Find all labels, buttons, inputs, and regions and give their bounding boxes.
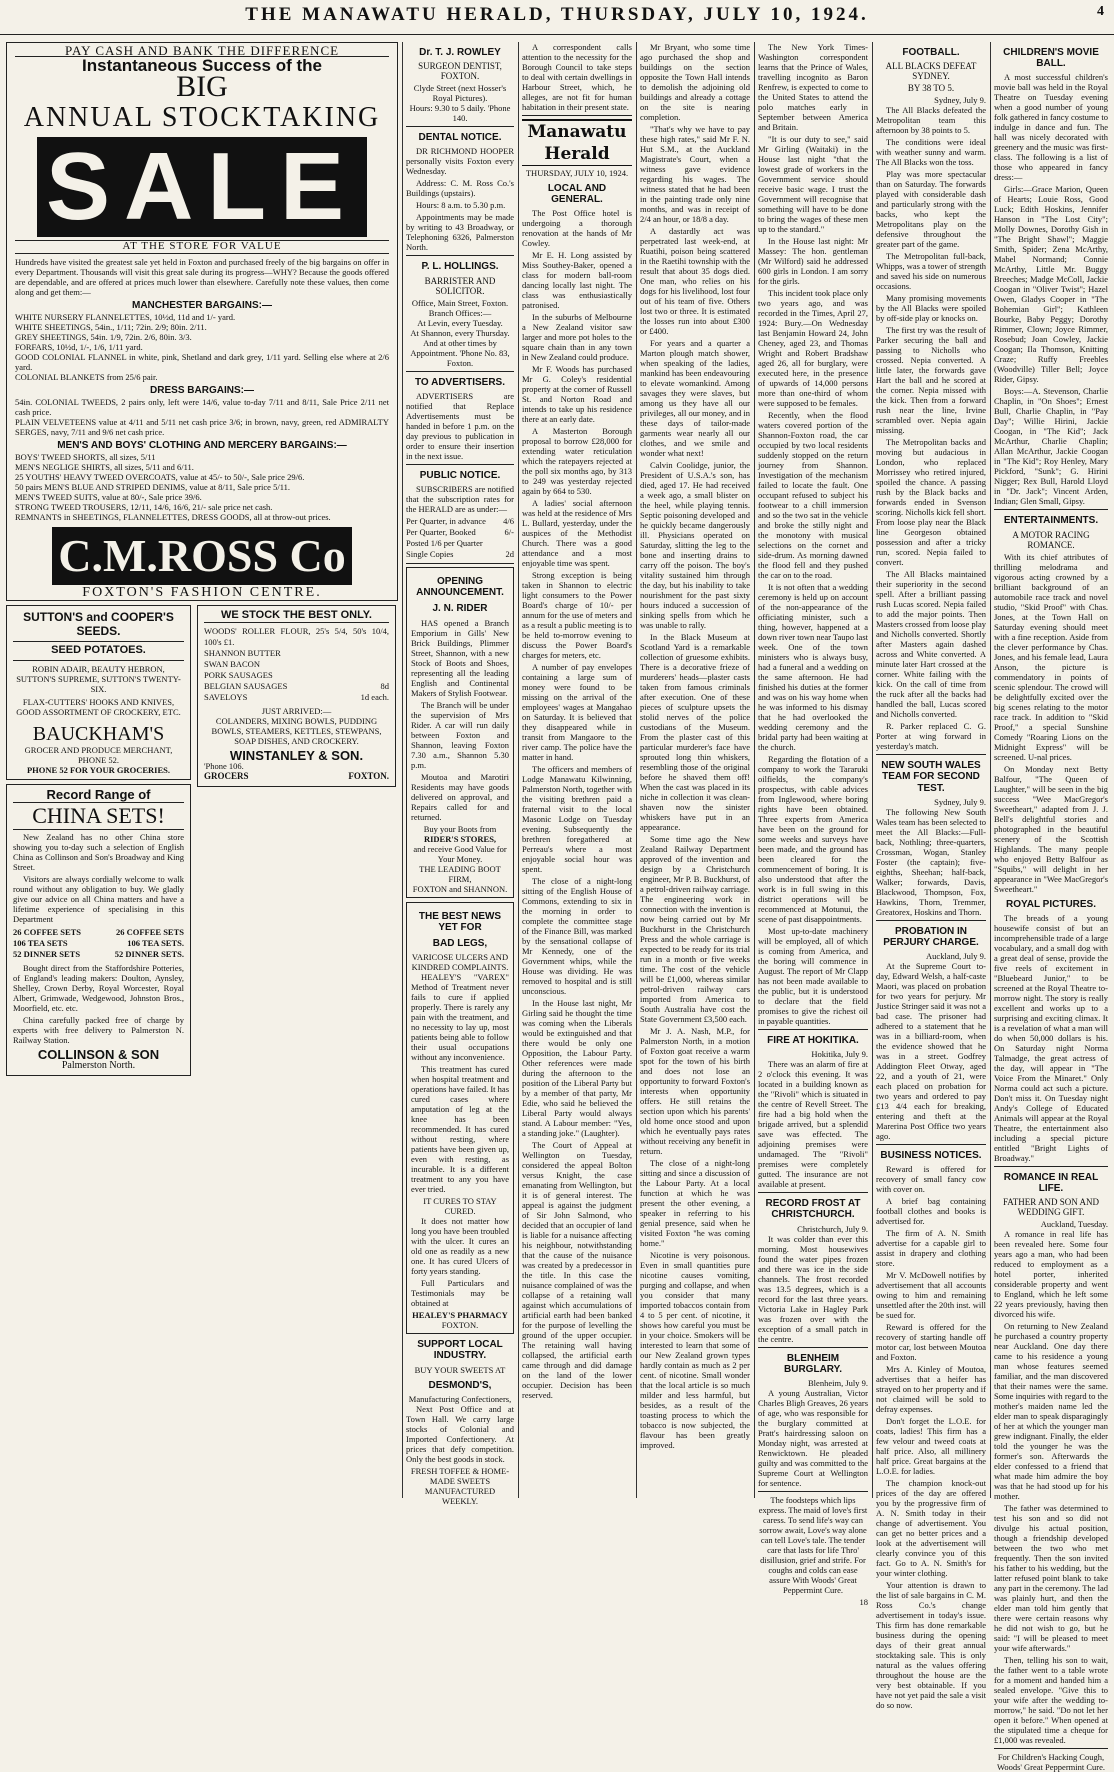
romance-paragraph: The father was determined to test his son and so did not divulge his actual position, though a friendship developed between the two who met frequently. Then the son invited his father to his wedding, but the latter refused point blank to take any part in the ceremony. The lad was plainly hurt, and then the elder man told him gently that there were certain reasons why he did not wish to go, but he said: "I will be pleased to meet your wife afterwards.": [994, 1503, 1108, 1654]
sale-line: PLAIN VELVETEENS value at 4/11 and 5/11 net cash price 3/6; in brown, navy, green, red ADMIRALTY SERGES, navy, 7/11 and 9/6 net cash price.: [15, 417, 389, 438]
romance-paragraph: Then, telling his son to wait, the father went to a table wrote for a moment and handed him a sealed envelope. "Give this to your wife after the wedding to-morrow," he said. "Do not let her open it before." When opened at the stipulated time a cheque for £1,000 was revealed.: [994, 1655, 1108, 1746]
business-notice: Don't forget the L.O.E. for coats, ladies! This firm has a few velour and tweed coats at half price. Also, all millinery half price. Great bargains at the L.O.E. for ladies.: [876, 1416, 986, 1477]
c5-p3: In the House last night: Mr Massey: The hon. gentleman (Mr Wilford) said he addressed 600 girls in London. I am sorry for the girls.: [758, 236, 868, 286]
rate-row: [406, 527, 514, 538]
healey-body-3: It does not matter how long you have been troubled with the ulcer. It cures an old one as readily as a new one. It has cured Ulcers of forty years standing.: [411, 1216, 509, 1277]
healey-bad: BAD LEGS,: [432, 938, 488, 950]
rowley-name: Dr. T. J. ROWLEY: [419, 47, 501, 58]
sutton-varieties: ROBIN ADAIR, BEAUTY HEBRON, SUTTON'S SUPREME, SUTTON'S TWENTY-SIX.: [16, 663, 181, 694]
c3-p8: A number of pay envelopes containing a large sum of money were found to be missing on the arrival of the employees' wages at Mangahao on Saturday. It is believed that they disappeared while in transit from Mangaore to the river camp. The police have the matter in hand.: [522, 662, 632, 763]
movie-paragraph: Boys:—A. Stevenson, Charlie Chaplin, in "On Shoes"; Ernest Bull, Charlie Chaplin, in "Pay Day"; Willie Hirini, Jackie Coogan, in "The Kid"; Jack McArthur, Charlie Chaplin; Allan McArthur, Jackie Coogan in "The Kid"; Roy Henley, Mary Pickford, "Sunk"; G. Hirini Nigger; Rex Bull, Harold Lloyd in "Dr. Jack"; Vincent Arden, Indian; Glen Small, Gipsy.: [994, 386, 1108, 507]
china-title: Record Range of: [46, 786, 151, 802]
public-rates: [406, 516, 514, 560]
business-notice: Reward is offered for recovery of small fancy cow with cover on.: [876, 1164, 986, 1195]
perjury-title: PROBATION IN PERJURY CHARGE.: [883, 925, 979, 949]
c4-p5: Calvin Coolidge, junior, the President of U.S.A.'s son, has died, aged 17. He had received a week ago, a small blister on the heel, while playing tennis. Septic poisoning developed and he quickly became dangerously ill. Physicians operated on Saturday, slitting the leg to the bone and inserting drains to carry off the poison. The boy's vitality sustained him through the day, but his inability to take nourishment for the past sixty hours induced a succession of sinking spells from which he was unable to rally.: [640, 460, 750, 630]
fire-body: There was an alarm of fire at 2 o'clock this evening. It was located in a building known as the "Rivoli" which is situated in the centre of Revell Street. The fire had a big hold when the brigade arrived, but a splendid save was effected. The adjoining premises were undamaged. The "Rivoli" premises were completely gutted. The insurance are not available at present.: [758, 1059, 868, 1190]
rider-receive: and receive Good Value for Your Money.: [413, 843, 507, 864]
herald-date: THURSDAY, JULY 10, 1924.: [525, 168, 629, 178]
winstanley-town: FOXTON.: [348, 770, 389, 781]
football-score: BY 38 TO 5.: [907, 83, 955, 94]
bauckham-name: BAUCKHAM'S: [32, 722, 165, 745]
frost-title: RECORD FROST AT CHRISTCHURCH.: [765, 1198, 861, 1221]
burglary-title: BLENHEIM BURGLARY.: [784, 1352, 842, 1375]
business-notice: Your attention is drawn to the list of sale bargains in C. M. Ross Co.'s change advertisement in today's issue. This firm has done remarkable business during the opening days of their great annual stocktaking sale. This is only natural as the values offering throughout the house are the very best obtainable. If you have not yet paid the sale a visit do so now.: [876, 1580, 986, 1711]
nsw-dateline: Sydney, July 9.: [934, 796, 986, 807]
football-paragraph: Play was more spectacular than on Saturday. The forwards played with considerable dash and particularly strong with the backs, who kept the Metropolitans play on the defensive throughout the greater part of the game.: [876, 169, 986, 250]
royal-title: ROYAL PICTURES.: [1005, 898, 1097, 910]
perjury-dateline: Auckland, July 9.: [926, 951, 986, 962]
stock-item-price: 8d: [380, 680, 389, 691]
sale-line: 25 YOUTHS' HEAVY TWEED OVERCOATS, value at 45/- to 50/-, Sale price 29/6.: [15, 472, 305, 483]
c3-p7: Strong exception is being taken in Shannon to electric light consumers to the Power Board's charge of 10/- per annum for the use of meters and as a result a public meeting is to be held to-morrow evening to discuss the Power Board's charges for meters, etc.: [522, 570, 632, 661]
perjury-body: At the Supreme Court to-day, Edward Welsh, a half-caste Maori, was placed on probation for two years for perjury. Mr Justice Stringer said it was not a bad case. The prisoner had adhered to a statement that he was in a billiard-room, when the evidence showed that he was in a street. Godfrey Addington Fleet Otway, aged 22, and a youth of 21, were each placed on probation for two years and ordered to pay £13 4/4 each for breaking, entering and theft at the Marerina Post Office two years ago.: [876, 961, 986, 1142]
c4-p3: A dastardly act was perpetrated last week-end, at Ruatihi, poison being scattered in the Raetihi township with the result that about 35 dogs died. One man, who relies on his dogs for his livelihood, lost four out of his team of five. Others lost two or three. It is estimated the losses run into about £300 or £400.: [640, 226, 750, 336]
stock-item: [204, 648, 389, 659]
advertisers-title: TO ADVERTISERS.: [414, 376, 505, 388]
rider-mouton: Moutoa and Marotiri Residents may have goods delivered on approval, and Repairs called for and returned.: [411, 771, 509, 822]
c5-p7: Regarding the flotation of a company to work the Tararuki oilfields, the company's prospectus, with cable advices from Inglewood, where boring rights have been obtained. Three experts from America have been on the ground for some weeks and surveys have been made, and the ground has been cleared for the commencement of boring. It is also understood that after the work is in full swing in this district operations will be recommenced at Motunui, the scene of past disappointments.: [758, 754, 868, 924]
collinson-name: COLLINSON & SON: [37, 1046, 160, 1062]
desmond-name: DESMOND'S,: [428, 1379, 492, 1391]
column-1: [6, 42, 398, 1498]
rider-branch: The Branch will be under the supervision of Mrs Rider. A car will run daily between Foxton and Shannon, leaving Foxton 7.30 a.m., Shannon 5.30 p.m.: [411, 699, 509, 770]
movie-paragraph: Girls:—Grace Marion, Queen of Hearts; Louie Ross, Good Luck; Edith Hoskins, Jennifer Hanson in "The Lost City"; Molly Downes, Dorothy Gish in "The Bright Shawl"; Maggie Smith, Spider; Zena McArthy, Mabel Normand; Connie McArthy, Little Mr. Buggy Breeches; Madge McColl, Jackie Coogan in "Oliver Twist"; Hazel Owen, Gladys Cooper in "The Bohemian Girl"; Kathleen Bourke, Baby Peggy; Dorothy Rimmer, Clown; Joyce Rimmer, Rosebud; Joan Cowley, Jackie Coogan; Ila Thomson, Knitting Craze; Ruffy Freebles (Woodville) Tiller Bell; Joyce Rider, Gipsy.: [994, 184, 1108, 385]
sale-line: GOOD COLONIAL FLANNEL in white, pink, Shetland and dark grey, 1/11 yard. Selling else where at 2/6 yard.: [15, 351, 389, 372]
romance-body: [994, 1229, 1108, 1745]
c3-p10: The close of a night-long sitting of the English House of Commons, extending to six in the morning in order to complete the committee stage of the Finance Bill, was marked by the sensational collapse of Mr Kennedy, one of the Government whips, while the House was dividing. He was removed to hospital and is still unconscious.: [522, 876, 632, 997]
romance-title: ROMANCE IN REAL LIFE.: [1003, 1171, 1099, 1195]
rate-row: [406, 538, 514, 549]
stock-item-name: BELGIAN SAUSAGES: [204, 680, 288, 691]
sale-section-head: DRESS BARGAINS:—: [150, 384, 254, 396]
healey-body-2: This treatment has cured when hospital treatment and operations have failed. It has cured cases where amputation of leg at the knee has been recommended. It has cured without resting, where patients have been given up, even with resting, as incurable. It is a different treatment to any you have ever tried.: [411, 1064, 509, 1195]
rider-stores: RIDER'S STORES,: [423, 833, 497, 844]
rate-row: [406, 516, 514, 527]
woods-verse: The foodsteps which lips express. The maid of love's first caress. To send life's way can sorrow await, Love's way alone can tell Love's tale. The tender care that lasts for life Thro' disillusion, grief and strife. For coughs and colds can ease assure With Woods' Great Peppermint Cure.: [758, 1495, 868, 1596]
rate-label: Single Copies: [406, 549, 454, 560]
rate-label: Per Quarter, in advance: [406, 516, 486, 527]
masthead-title: THE MANAWATU HERALD, THURSDAY, JULY 10, 1924.: [245, 4, 869, 25]
business-title: BUSINESS NOTICES.: [880, 1150, 982, 1162]
herald-masthead: Manawatu Herald: [522, 119, 632, 166]
column-7: [994, 42, 1109, 1772]
bauckham-phone: PHONE 52 FOR YOUR GROCERIES.: [26, 764, 170, 775]
dental-appt: Appointments may be made by writing to 43 Broadway, or Telephoning 6326, Palmerston North.: [406, 212, 514, 253]
business-notice: The champion knock-out prices of the day are offered you by the progressive firm of A. N. Smith today in their change of advertisement. You can get no better prices and a look at the advertisement will clearly convince you of this fact. Go to A. N. Smith's for your winter clothing.: [876, 1478, 986, 1579]
c4-p4: For years and a quarter a Marton plough match shower, when speaking of the ladies, mankind has been endeavouring to elevate womankind. Among savages they were slaves, but among us they have all our privileges, all our money, and in these days of tailor-made garments wear nearly all our clothes, and we smile and wonder what next!: [640, 338, 750, 458]
romance-sub: FATHER AND SON AND WEDDING GIFT.: [1002, 1197, 1100, 1218]
football-paragraph: The first try was the result of Parker securing the ball and passing to Nicholls who crossed. Nepia converted. A little later, the forwards gave Hart the ball and he scored at the corner. Nepia missed with the kick. Then from a forward rush near the line, Irvine scrambled over. Nepia again missing.: [876, 325, 986, 436]
business-notice: Reward is offered for the recovery of starting handle off motor car, lost between Moutoa and Foxton.: [876, 1322, 986, 1363]
rider-towns: FOXTON and SHANNON.: [412, 883, 508, 894]
football-paragraph: The All Blacks defeated the Metropolitan team this afternoon by 38 points to 5.: [876, 105, 986, 136]
sale-line: MEN'S TWEED SUITS, value at 80/-, Sale price 39/6.: [15, 492, 202, 503]
c4-p8: Mr J. A. Nash, M.P., for Palmerston North, in a motion of Foxton goat receive a warm spot for the town of his birth and does not lose an opportunity to forward Foxton's interests when opportunity offers. He still retains the section upon which his parents' old home once stood and upon which he eventually pays rates without receiving any benefit in return.: [640, 1026, 750, 1156]
c5-p6: It is not often that a wedding ceremony is held up on account of the non-appearance of the officiating minister, such a thing, however, happened at a down river town near Taupo last week. One of the town ministers who is always busy, had a funeral and a wedding on the same afternoon. He had finished his duties at the former and was on his way home when he was informed to his dismay that he had overlooked the wedding ceremony and the bridal party had been waiting at the church.: [758, 582, 868, 752]
china-set-left: 106 TEA SETS: [13, 937, 68, 948]
sale-annual: ANNUAL STOCKTAKING: [23, 102, 381, 134]
sale-kicker: PAY CASH AND BANK THE DIFFERENCE: [15, 45, 389, 57]
china-body-2: Visitors are always cordially welcome to walk round without any obligation to buy. We gladly give our advice on all China matters and have a lifetime experience of specialising in this Department: [13, 873, 184, 924]
dental-body: DR RICHMOND HOOPER personally visits Foxton every Wednesday.: [406, 146, 514, 177]
c3-p11: In the House last night, Mr Girling said he thought the time was coming when the Liberals would be extinguished and that there would be only one Opposition, the Labour Party. Other references were made during the afternoon to the position of the Liberal Party but by a member of that party, Mr Edie, who said he believed the Liberal Party would always stand. A Labour member: "Yes, a standing joke." (Laughter).: [522, 998, 632, 1139]
ross-logo: C.M.ROSS Co: [52, 527, 352, 585]
winstanley-name: WINSTANLEY & SON.: [229, 747, 364, 763]
stock-title: WE STOCK THE BEST ONLY.: [204, 610, 389, 622]
rider-name: J. N. RIDER: [432, 603, 488, 615]
hollings-branch: Branch Offices:—: [428, 307, 492, 318]
sutton-sub: SEED POTATOES.: [51, 644, 146, 657]
ent-title: ENTERTAINMENTS.: [1003, 515, 1099, 527]
hollings-other: And at other times by Appointment. 'Phone No. 83, Foxton.: [410, 337, 510, 368]
sale-store: AT THE STORE FOR VALUE: [15, 240, 389, 253]
c5-p4: This incident took place only two years ago, and was recorded in the Times, April 27, 1924: Bury.—On Wednesday last Benjamin Howard 24, John Cheney, aged 23, and Thomas Wright and Robert Bradshaw aged 26, all for burglary, were executed here, in the presence of upwards of 14,000 persons more than one-third of whom were supposed to be females.: [758, 288, 868, 408]
stock-item: [204, 692, 389, 703]
sale-line: GREY SHEETINGS, 54in. 1/9, 72in. 2/6, 80in. 3/3.: [15, 331, 192, 342]
masthead: [0, 4, 1114, 35]
fire-dateline: Hokitika, July 9.: [811, 1049, 868, 1060]
china-body-4: China carefully packed free of charge by experts with free delivery to Palmerston N. Railway Station.: [13, 1014, 184, 1045]
sale-line: COLONIAL BLANKETS from 25/6 pair.: [15, 371, 158, 382]
football-paragraph: Many promising movements by the All Blacks were spoiled by off-side play or knocks on.: [876, 293, 986, 324]
winstanley-phone: 'Phone 106.: [204, 760, 244, 771]
rider-title: OPENING ANNOUNCEMENT.: [416, 576, 504, 599]
rate-value: 6/-: [504, 527, 514, 538]
hollings-levin: At Levin, every Tuesday.: [417, 317, 503, 328]
football-title: FOOTBALL.: [902, 47, 960, 58]
sale-word: SALE: [37, 137, 367, 237]
china-set-right: 52 DINNER SETS.: [114, 948, 184, 959]
business-notice: Mrs A. Kinley of Moutoa, advertises that a heifer has strayed on to her property and if not claimed will be sold to defray expenses.: [876, 1364, 986, 1415]
sale-line: WHITE NURSERY FLANNELETTES, 10½d, 11d and 1/- yard.: [15, 311, 236, 322]
movie-body: [994, 72, 1108, 506]
woods-verse-num: 18: [859, 1597, 868, 1608]
football-paragraph: The All Blacks maintained their superiority in the second spell. After a brilliant passing rush Lucas scored. Nepia failed to add the major points. Then Masters crossed from loose play and Nicholls converted. Shortly after Masters again dashed across and White converted. A minute later Hart crossed at the corner. White failing with the kick. On the call of time from the ruck after all the backs had handled the ball, Lucas scored and Nicholls converted.: [876, 569, 987, 720]
c5-p5: Recently, when the flood waters covered portion of the Shannon-Foxton road, the car occupied by two local residents suddenly stopped on the return journey from Shannon. Investigation of the mechanism failed to locate the fault. One occupant refused to subject his footwear to a chill immersion and so the two sat in the vehicle and broke the stilly night and the monotony with musical selections on the cornet and side-drum. As morning dawned the flood fell and they pushed the car on to the road.: [758, 410, 868, 580]
china-word: CHINA SETS!: [13, 802, 184, 830]
desmond-title: SUPPORT LOCAL INDUSTRY.: [417, 1339, 503, 1362]
ent-body: [994, 552, 1108, 894]
stock-item-name: PORK SAUSAGES: [204, 669, 273, 680]
column-2: [406, 42, 514, 1506]
stock-item: [204, 626, 389, 648]
sale-line: MEN'S NEGLIGE SHIRTS, all sizes, 5/11 and 6/11.: [15, 462, 194, 473]
c4-p1: Mr Bryant, who some time ago purchased the shop and buildings on the section opposite the Town Hall intends to demolish the adjoining old buildings and already a cottage on the site is nearing completion.: [640, 42, 750, 122]
business-notice: The firm of A. N. Smith advertise for a capable girl to assist in drapery and clothing store.: [876, 1228, 986, 1269]
business-notice: Mr V. McDowell notifies by advertisement that all accounts owing to him and remaining unsettled after the 20th inst. will be sued for.: [876, 1270, 987, 1321]
rider-body: HAS opened a Branch Emporium in Gills' New Brick Buildings, Plimmer Street, Shannon, with a new Stock of Boots and Shoes, representing all the leading English and Continental Makers of Stylish Footwear.: [411, 617, 509, 698]
sale-line: WHITE SHEETINGS, 54in., 1/11; 72in. 2/9; 80in. 2/11.: [15, 321, 207, 332]
rowley-addr: Clyde Street (next Hosser's Royal Pictures).: [413, 83, 507, 104]
winstanley-grocers: GROCERS: [204, 770, 249, 781]
stock-item-name: SAVELOYS: [204, 691, 248, 702]
china-body-1: New Zealand has no other China store showing you to-day such a selection of English China as Collinson and Son's Broadway and King Street.: [13, 831, 184, 872]
col7-footer: For Children's Hacking Cough, Woods' Great Peppermint Cure.: [996, 1752, 1106, 1772]
sutton-title: SUTTON'S and COOPER'S SEEDS.: [23, 610, 174, 639]
china-body-3: Bought direct from the Staffordshire Potteries, of England's leading makers: Doulton, Aynsley, Shelley, Crown Derby, Royal Worcester, Royal Albert, Grimwade, Wedgewood, Johnston Bros., Moorfield, etc. etc.: [13, 962, 184, 1013]
sale-line: BOYS' TWEED SHORTS, all sizes, 5/11: [15, 452, 156, 463]
public-body: SUBSCRIBERS are notified that the subscription rates for the HERALD are as under:—: [406, 484, 514, 515]
page-number: 4: [1097, 4, 1104, 19]
c3-p2: Mr E. H. Long assisted by Miss Southey-Baker, opened a class for modern ball-room dancing locally last night. The class was enthusiastically patronised.: [522, 250, 632, 311]
business-body: [876, 1164, 986, 1710]
healey-ad: [406, 902, 514, 1335]
china-set-right: 26 COFFEE SETS: [115, 926, 184, 937]
healey-town: FOXTON.: [441, 1320, 479, 1331]
stock-items: [204, 626, 389, 703]
stock-item-name: SWAN BACON: [204, 658, 260, 669]
stock-item: [204, 681, 389, 692]
burglary-body: A young Australian, Victor Charles Bligh Greaves, 26 years of age, who was responsible for the burglary committed at Pratt's hairdressing saloon on Monday night, was arrested at Renwicktown. He pleaded guilty and was committed to the Supreme Court at Wellington for sentence.: [758, 1388, 868, 1489]
fire-title: FIRE AT HOKITIKA.: [767, 1035, 859, 1046]
china-sets: [13, 927, 184, 960]
movie-title: CHILDREN'S MOVIE BALL.: [1003, 47, 1099, 70]
healey-body-1: HEALEY'S "VAREX" Method of Treatment never fails to cure if applied properly. There is rarely any pain with the treatment, and no necessity to lay up, most patients being able to follow their usual occupations without any inconvenience.: [411, 972, 509, 1063]
stock-item: [204, 659, 389, 670]
stock-just: JUST ARRIVED:—: [261, 705, 332, 716]
stock-item-name: WOODS' ROLLER FLOUR, 25's 5/4, 50's 10/4, 100's £1.: [204, 625, 389, 647]
rowley-title: SURGEON DENTIST, FOXTON.: [418, 61, 502, 82]
sale-line: 54in. COLONIAL TWEEDS, 2 pairs only, left were 14/6, value to-day 7/11 and 8/11, Sale Price 2/11 net cash price.: [15, 397, 389, 418]
c3-p6: A ladies' social afternoon was held at the residence of Mrs L. Bullard, yesterday, under the auspices of the Methodist Church. There was a good attendance and a most enjoyable time was spent.: [522, 498, 632, 569]
rate-value: 2d: [505, 549, 514, 560]
column-4: [640, 42, 750, 1498]
c5-p1: The New York Times-Washington correspondent learns that the Prince of Wales, travelling incognito as Baron Renfrew, is expected to come to the United States to attend the polo matches early in September between America and Britain.: [758, 42, 868, 132]
healey-varicose: VARICOSE ULCERS AND KINDRED COMPLAINTS.: [411, 952, 509, 973]
stock-ad: [197, 605, 396, 786]
ross-sale-ad: [6, 42, 398, 601]
c3-p4: Mr F. Woods has purchased Mr G. Coley's residential property at the corner of Russell St. and Norton Road and intends to take up his residence there at an early date.: [522, 364, 632, 425]
football-paragraph: R. Parker replaced C. G. Porter at wing forward in yesterday's match.: [876, 721, 986, 752]
movie-paragraph: A most successful children's movie ball was held in the Royal Theatre on Tuesday evening when a good number of young folk gathered in fancy costume to indulge in dance and fun. The hall was nicely decorated with greenery and the music was first-class. The following is a list of those who appeared in fancy dress:—: [994, 72, 1109, 183]
business-notice: A brief bag containing football clothes and books is advertised for.: [876, 1196, 986, 1227]
ent-sub: A MOTOR RACING ROMANCE.: [1012, 529, 1090, 550]
sale-intro: Hundreds have visited the greatest sale yet held in Foxton and purchased freely of the big bargains on offer in every Department. Thousands will visit this great sale during its progress—WHY? Because the goods offered are dependable, and are offered at prices much lower than elsewhere. Carefully note these values, then come along and get them:—: [15, 256, 389, 297]
sale-line: REMNANTS in SHEETINGS, FLANNELETTES, DRESS GOODS, all at throw-out prices.: [15, 512, 331, 523]
sale-line: STRONG TWEED TROUSERS, 12/11, 14/6, 16/6, 21/- sale price net cash.: [15, 502, 273, 513]
c3-p12: The Court of Appeal at Wellington on Tuesday, considered the appeal Bolton versus Knight, the case emanating from Wellington, but it is of general interest. The appeal is against the judgment of Sir John Salmond, who decided that an occupier of land is liable for a nuisance affecting his neighbour, notwithstanding that the cause of the nuisance was created by a predecessor in the title. In this case the nuisance complained of was the collapse of a retaining wall against which accumulations of artificial earth had been banked for the purpose of levelling the ground of the upper occupier. The retaining wall having collapsed, the artificial earth came through and did damage on the land of the lower occupier. Decision has been reserved.: [522, 1140, 632, 1401]
football-paragraph: The conditions were ideal with weather sunny and warm. The All Blacks won the toss.: [876, 137, 986, 168]
romance-paragraph: A romance in real life has been revealed here. Some four years ago a man, who had been reduced to employment as a hotel porter, inherited considerable property and went to England, which he left some 22 years previously, having then divorced his wife.: [994, 1229, 1108, 1320]
football-dateline: Sydney, July 9.: [934, 95, 986, 106]
burglary-dateline: Blenheim, July 9.: [808, 1378, 868, 1389]
desmond-toffee: FRESH TOFFEE & HOME-MADE SWEETS MANUFACTURED WEEKLY.: [410, 1465, 510, 1506]
nsw-body: The following New South Wales team has been selected to meet the All Blacks:—Full-back, Nothling; three-quarters, Crossman, Wogan, Stanley Foster (the captain); five-eighths, Sheehan; half-back, Walker; forwards, Davis, Blackwood, Thompson, Fox, Hawkins, Thorn, Tremmer, Greatorex, Hoskins and Thorn.: [876, 806, 986, 917]
advertisers-body: ADVERTISERS are notified that Replace Advertisements must be handed in before 1 p.m. on the day previous to publication in order to ensure their insertion in the next issue.: [406, 390, 514, 461]
rate-label: Per Quarter, Booked: [406, 527, 476, 538]
public-title: PUBLIC NOTICE.: [419, 469, 501, 481]
stock-arrived: COLANDERS, MIXING BOWLS, PUDDING BOWLS, STEAMERS, KETTLES, STEWPANS, SOAP DISHES, AND CROCKERY.: [211, 715, 382, 746]
hollings-shannon: At Shannon, every Thursday.: [410, 327, 510, 338]
sale-headline: Instantaneous Success of the: [82, 56, 322, 76]
rate-label: Posted 1/6 per Quarter: [406, 538, 483, 549]
hollings-name: P. L. HOLLINGS.: [421, 261, 499, 273]
local-general-title: LOCAL AND GENERAL.: [547, 183, 607, 206]
football-paragraph: The Metropolitan full-back, Whipps, was a tower of strength and saved his side on numerous occasions.: [876, 251, 987, 292]
c4-p10: Nicotine is very poisonous. Even in small quantities pure nicotine causes vomiting, purging and collapse, and when you consider that many imported tobaccos contain from 4 to 5 per cent. of nicotine, it shows how careful you must be in your choice. Smokers will be interested to learn that some of our New Zealand grown types hardly contain as much as 2 per cent. of nicotine. Small wonder that the local article is so much milder and less harmful, but besides, as a result of the toasting process to which the tobacco is now subjected, the flavour has been greatly improved.: [640, 1250, 750, 1450]
rate-row: [406, 549, 514, 560]
frost-body: It was colder than ever this morning. Most housewives found the water pipes frozen and there was ice in the side channels. The frost recorded was 13.5 degrees, which is a record for the last three years. Victoria Lake in Hagley Park was frozen over with the exception of a small patch in the centre.: [758, 1233, 868, 1344]
romance-dateline: Auckland, Tuesday.: [1040, 1219, 1108, 1230]
c4-p7: Some time ago the New Zealand Railway Department approved of the invention and design by a Christchurch engineer, Mr P. B. Buckhurst, of a petrol-driven railway carriage. The engineering work in connection with the invention is now being carried out by Mr Buckhurst in the Christchurch Press and the whole carriage is expected to be ready for its trial run in a month or five weeks time. The cost of the vehicle will be £1,000, whereas similar petrol-driven railway cars imported from America to South Australia have cost the State Government £3,500 each.: [640, 834, 750, 1024]
c3-p5: A Masterton Borough proposal to borrow £28,000 for extending water reticulation which the ratepayers rejected at the poll six months ago, by 313 to 249 was yesterday rejected again by 664 to 530.: [522, 426, 632, 497]
china-set-row: [13, 949, 184, 960]
c5-p8: Most up-to-date machinery will be employed, all of which is coming from America, and the boring will commence in August. The report of Mr Clapp has not been made available to the public, but it is understood to declare that the field promises to give the richest oil in payable quantities.: [758, 926, 868, 1026]
sutton-ad: [6, 605, 191, 779]
healey-full: Full Particulars and Testimonials may be obtained at: [411, 1278, 509, 1309]
fashion-centre: FOXTON'S FASHION CENTRE.: [82, 585, 322, 601]
rider-buy: Buy your Boots from: [423, 823, 497, 834]
frost-dateline: Christchurch, July 9.: [797, 1223, 868, 1234]
sale-section-head: MANCHESTER BARGAINS:—: [132, 299, 272, 311]
healey-title: THE BEST NEWS YET FOR: [418, 910, 502, 933]
rate-value: 4/6: [503, 516, 514, 527]
desmond-ad: [406, 1339, 514, 1506]
sutton-flax: FLAX-CUTTERS' HOOKS AND KNIVES, GOOD ASSORTMENT OF CROCKERY, ETC.: [16, 696, 181, 717]
stock-item-name: SHANNON BUTTER: [204, 647, 281, 658]
healey-pharmacy: HEALEY'S PHARMACY: [412, 1310, 508, 1321]
column-3: [522, 42, 632, 1498]
china-set-left: 52 DINNER SETS: [13, 948, 81, 959]
dental-title: DENTAL NOTICE.: [418, 132, 502, 144]
collinson-town: Palmerston North.: [61, 1060, 136, 1072]
dental-addr: Address: C. M. Ross Co.'s Buildings (upstairs).: [406, 178, 514, 199]
c3-top: A correspondent calls attention to the necessity for the Borough Council to take steps to deal with certain dwellings in Harbour Street, which, he alleges, are not fit for human habitation in their present state.: [522, 42, 632, 112]
ent-paragraph: With its chief attributes of thrilling melodrama and vigorous acting crowned by a brilliant background of an automobile race track and novel studio, "Skid Proof" with Chas. Jones, at the Town Hall on Saturday evening should meet with a fine reception. Aside from the clever performance by Chas. Jones, and his female lead, Laura Anson, the picture is commendatory in points of scenic splendour. The crowd will be delightfully excited over the big scenes relating to the motor race track. In addition to "Skid Proof," a special Sunshine Comedy "Roaring Lions on the Midnight Express" will be screened. U-nal prices.: [994, 551, 1108, 762]
football-paragraph: The Metropolitan backs and moving but audacious in London, who replaced Morrissey who retired injured, spoiled the chance. A passing rush by the Black backs and forwards ended in Svenson scoring. Nicholls kick fell short. From loose play near the Black line Georgeson obtained possession and after a tricky run, scored. Nepia failed to convert.: [876, 437, 986, 568]
romance-paragraph: On returning to New Zealand he purchased a country property near Auckland. One day there came to his residence a young man whose features seemed familiar, and the man discovered that their names were the same. Some inquiries with regard to the mother's maiden name led the elder man to speak disparagingly of her at which the younger man grew indignant. Finally, the elder told the younger he was the former's son. Afterwards the elder confessed to a friend that what made him admire the boy was that he had stood up for his mother.: [994, 1321, 1108, 1502]
china-set-row: [13, 938, 184, 949]
dental-hours: Hours: 8 a.m. to 5.30 p.m.: [416, 200, 506, 211]
desmond-buy: BUY YOUR SWEETS AT: [414, 1364, 506, 1375]
sale-sections: [15, 300, 389, 523]
c3-p1: The Post Office hotel is undergoing a thorough renovation at the hands of Mr Cowley.: [522, 208, 632, 249]
china-ad: [6, 784, 191, 1077]
sale-big: BIG: [176, 70, 228, 104]
china-set-row: [13, 927, 184, 938]
desmond-mfg: Manufacturing Confectioners,: [408, 1393, 512, 1404]
hollings-office: Office, Main Street, Foxton.: [411, 297, 509, 308]
column-5: [758, 42, 868, 1608]
football-body: [876, 105, 986, 751]
c4-p9: The close of a night-long sitting and since a discussion of the Labour Party. At a local function at which he was present the other evening, a speaker in referring to his genial presence, said when he visited Foxton "he was coming home.": [640, 1158, 750, 1248]
rider-ad: [406, 567, 514, 898]
rider-leading: THE LEADING BOOT FIRM,: [419, 863, 501, 884]
c3-p9: The officers and members of Lodge Manawatu Kilwinning, Palmerston North, together with the visiting brethren paid a fraternal visit to the local Masonic Lodge on Tuesday evening. Subsequently the brethren foregathered at Perreau's where a most enjoyable social hour was spent.: [522, 764, 632, 875]
sale-line: 50 pairs MEN'S BLUE AND STRIPED DENIMS, value at 8/11, Sale price 5/11.: [15, 482, 291, 493]
c4-p2: "That's why we have to pay these high rates," said Mr F. N. Hut S.M., at the Auckland Magistrate's Court, when a witness gave evidence regarding his wages. The witness stated that he had been in the painting trade only nine months, and was in receipt of 2/4 an hour, or 18/8 a day.: [640, 124, 750, 224]
desmond-body: Next Post Office and at Town Hall. We carry large stocks of Colonial and Imported Confectionery. At prices that defy competition. Only the best goods in stock.: [406, 1403, 514, 1464]
rowley-hours: Hours: 9.30 to 5 daily. 'Phone 140.: [409, 103, 511, 124]
china-set-right: 106 TEA SETS.: [127, 937, 184, 948]
football-sub: ALL BLACKS DEFEAT SYDNEY.: [885, 61, 977, 82]
stock-item-price: 1d each.: [360, 691, 389, 702]
hollings-title: BARRISTER AND SOLICITOR.: [424, 275, 496, 296]
sale-line: FORFARS, 10½d, 1/-, 1/6, 1/11 yard.: [15, 341, 143, 352]
c5-p2: "It is our duty to see," said Mr Girling (Waitaki) in the House last night "that the lowest grade of workers in the Government service should receive basic wage. I trust the Government will recognise that something will have to be done to bring the wages of these men up to the standard.": [758, 134, 868, 234]
healey-cures: IT CURES TO STAY CURED.: [423, 1196, 497, 1217]
sale-section-head: MEN'S AND BOYS' CLOTHING AND MERCERY BARGAINS:—: [57, 440, 347, 452]
bauckham-desc: GROCER AND PRODUCE MERCHANT, PHONE 52.: [24, 744, 173, 765]
column-6: [876, 42, 987, 1711]
china-set-left: 26 COFFEE SETS: [13, 926, 82, 937]
ent-paragraph: On Monday next Betty Balfour, "The Queen of Laughter," will be seen in the big success "Wee MacGregor's Sweetheart," adapted from J. J. Bell's delightful stories and photographed in the beautiful scenery of the Scottish Highlands. The many people who enjoyed Betty Balfour as "Squibs," will delight in her appearance in "Wee MacGregor's Sweetheart.": [994, 763, 1108, 894]
royal-body: The breads of a young housewife consist of but an incomprehensible trade of a large vocabulary, and a small dog with a great deal of sense, provide the five reels of excitement in "Bluebeard Junior," to be screened at the Royal Theatre to-morrow night. The story is really excellent and works up to a surprising and exciting climax. It is a revelation of what a man will do when 50,000 dollars is his. On Saturday night Norma Talmadge, the great actress of the day, will appear in "The Voice From the Minaret." Only Norma could act such a picture. Don't miss it. On Tuesday night Andy's College of Educated Animals will appear at the Royal Theatre, the entertainment also including a special picture entitled "Bright Lights of Broadway.": [994, 912, 1108, 1163]
c4-p6: In the Black Museum at Scotland Yard is a remarkable collection of gruesome exhibits. There is a decorative frieze of murderers' heads—plaster casts taken from famous criminals after execution. One of these pieces of sculpture upsets the stolid nerves of the police custodians of the Museum. From the plaster cast of this particular murderer's face have sprouted long thin whiskers, resembling those of the original before he shaved them off! When the cast was placed in its niche in collection it was clean-shaven now the sinister whiskers have put in an appearance.: [640, 632, 750, 832]
stock-item: [204, 670, 389, 681]
c3-p3: In the suburbs of Melbourne a New Zealand visitor saw larger and more pot holes to the square chain than in any town in New Zealand could produce.: [522, 312, 632, 363]
nsw-title: NEW SOUTH WALES TEAM FOR SECOND TEST.: [881, 760, 981, 794]
